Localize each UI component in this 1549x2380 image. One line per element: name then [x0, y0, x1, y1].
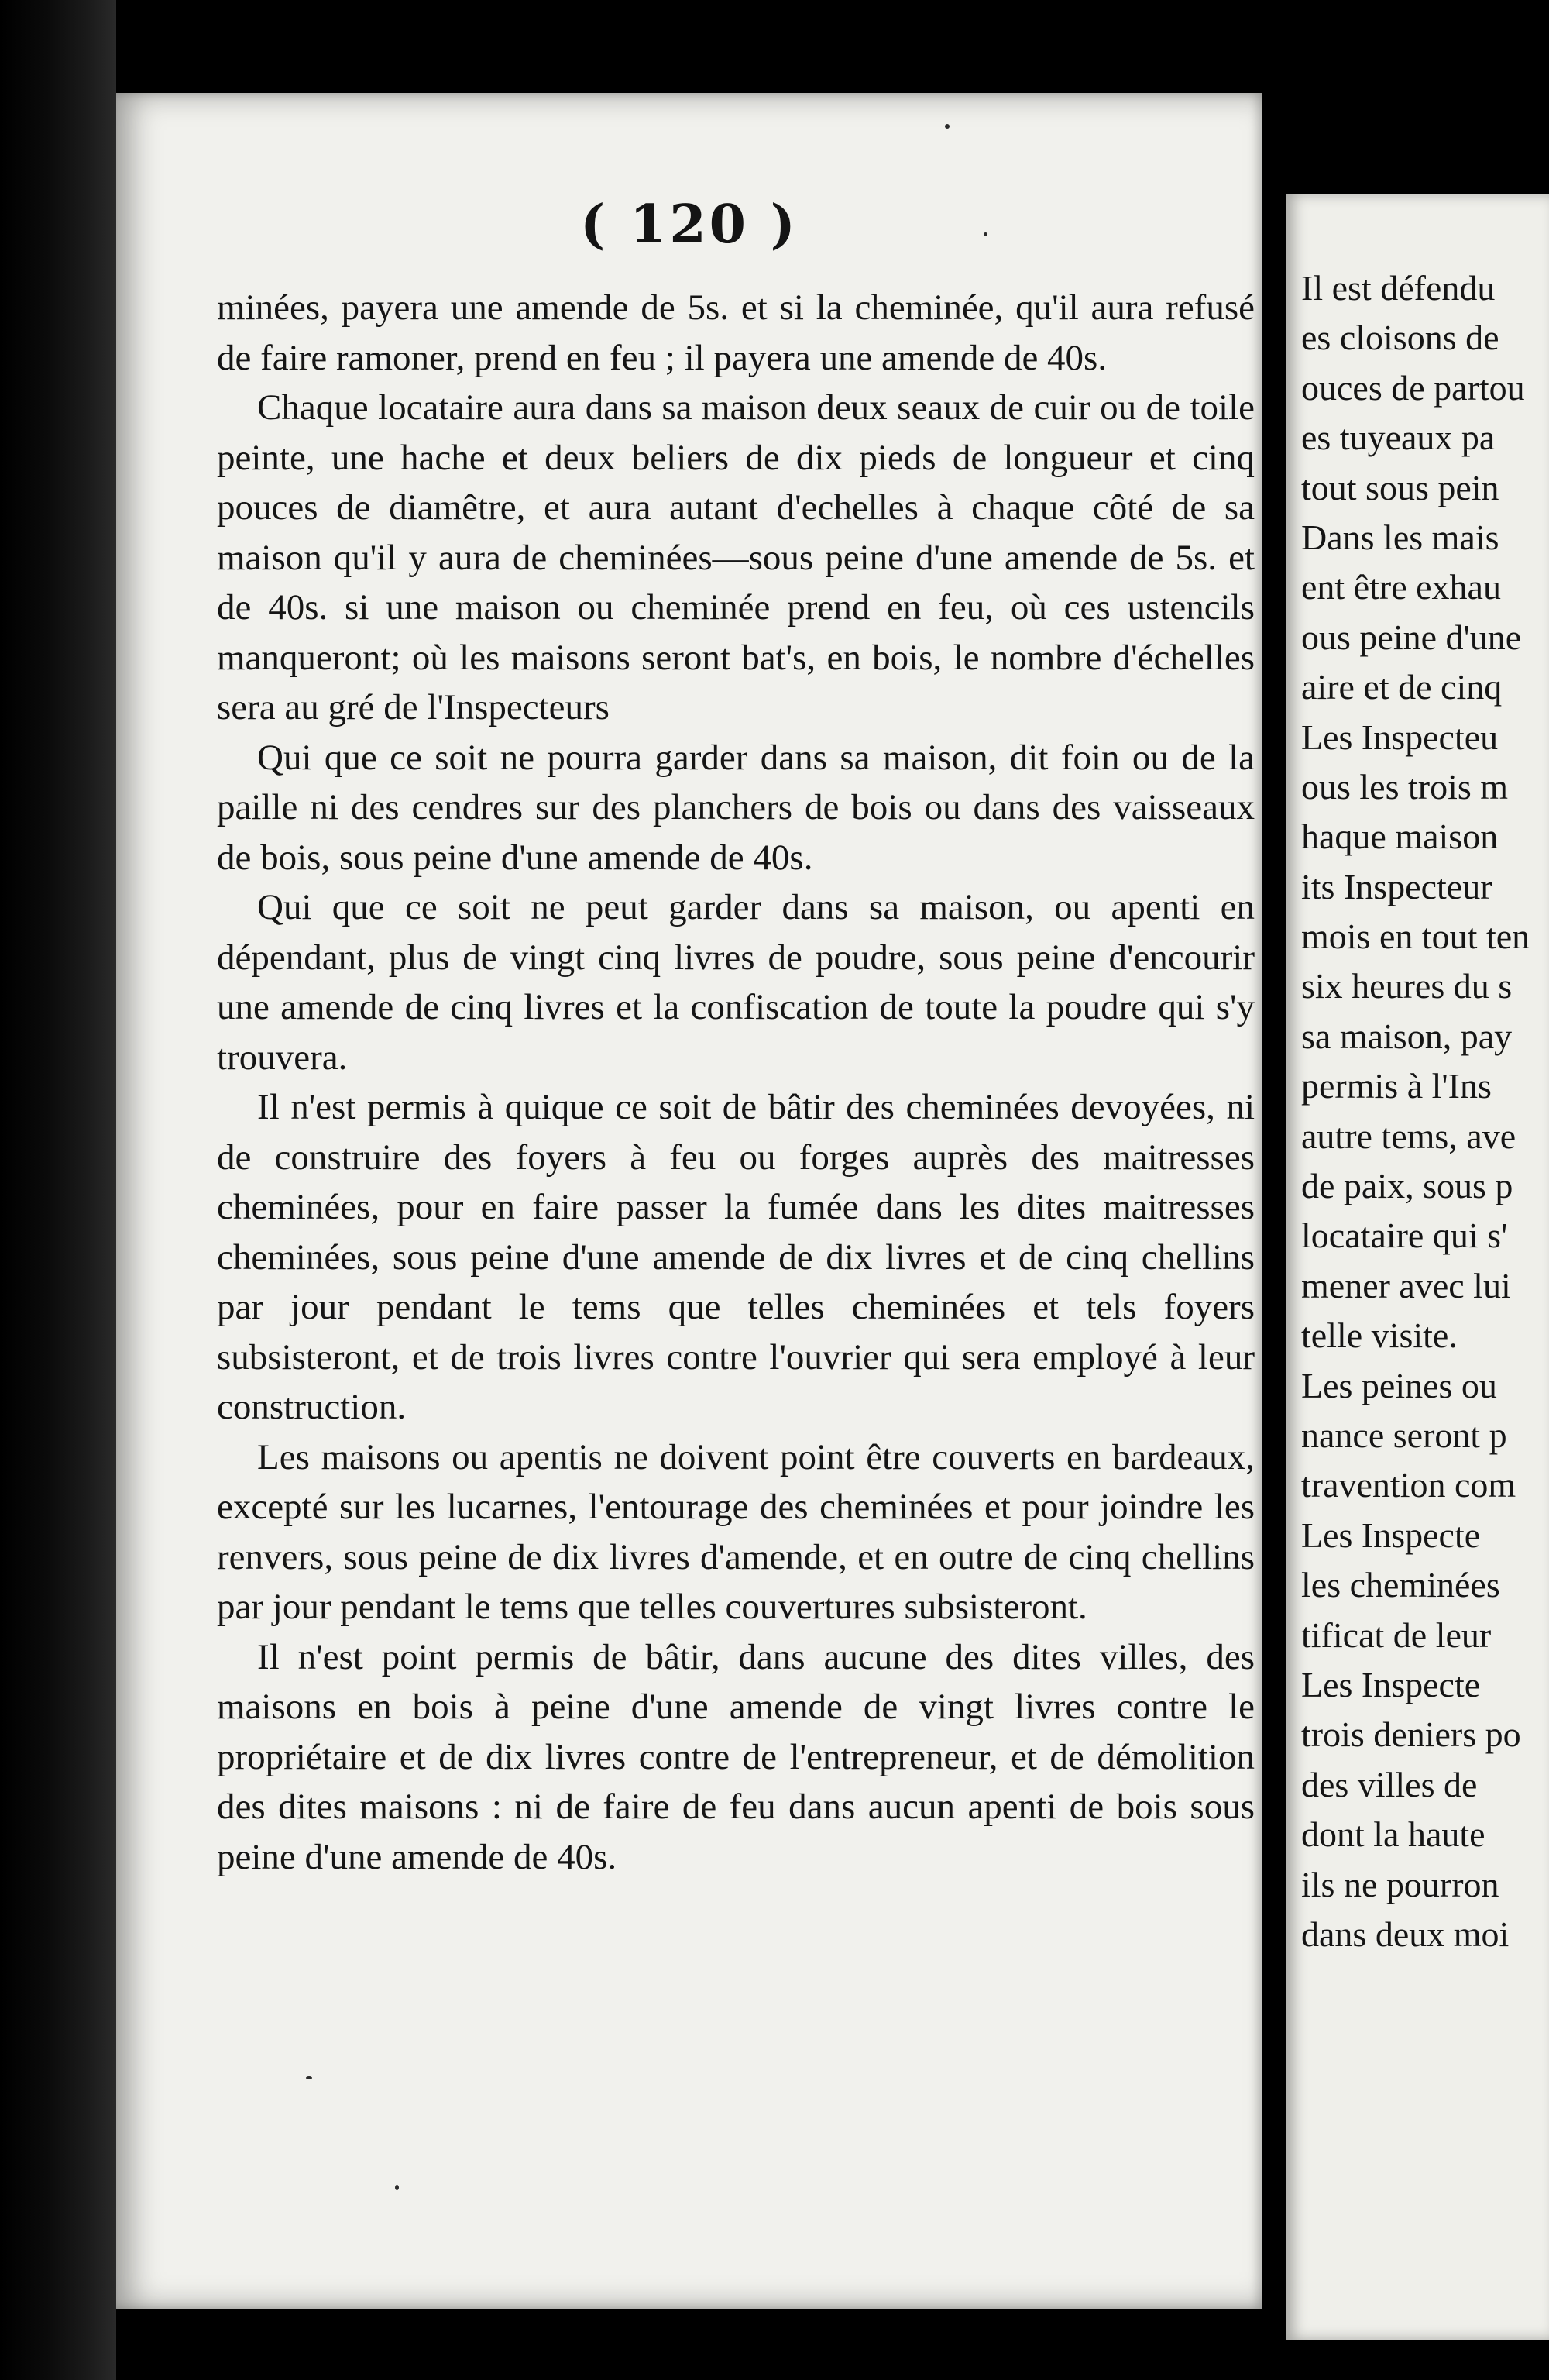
right-line: trois deniers po [1301, 1714, 1521, 1755]
paragraph-seaux: Chaque locataire aura dans sa maison deux seaux de cuir ou de toile peinte, une hache et deux beliers de dix pieds de longueur et cinq pouces de diamêtre, et aura autant d'echelles à chaque côté de sa maison qu'il y aura de cheminées—sous peine d'une amende de 5s. et de 40s. si une maison ou cheminée prend en feu, où ces ustencils manqueront; où les maisons seront bat's, en bois, le nombre d'échelles sera au gré de l'Inspecteurs [217, 387, 1255, 727]
right-line: mener avec lui [1301, 1265, 1511, 1305]
right-line: its Inspecteur [1301, 866, 1492, 906]
right-page-lines [1301, 263, 1549, 1959]
right-line: haque maison [1301, 817, 1499, 857]
right-line: Dans les mais [1301, 517, 1499, 557]
right-line: permis à l'Ins [1301, 1066, 1492, 1106]
ink-speck [395, 2185, 399, 2190]
right-line: ous peine d'une [1301, 617, 1522, 657]
right-line: dont la haute [1301, 1814, 1485, 1855]
right-line: ils ne pourron [1301, 1864, 1499, 1904]
right-line: ous les trois m [1301, 766, 1509, 807]
right-line: tificat de leur [1301, 1615, 1492, 1655]
left-page-body [217, 283, 1255, 1882]
right-line: Les Inspecteu [1301, 717, 1499, 757]
right-line: es cloisons de [1301, 318, 1499, 358]
right-line: dans deux moi [1301, 1914, 1510, 1954]
paragraph-maisons-bois: Il n'est point permis de bâtir, dans aucune des dites villes, des maisons en bois à peine d'une amende de vingt livres contre le propriétaire et de dix livres contre de l'entrepreneur, et de démolition des dites maisons : ni de faire de feu dans aucun apenti de bois sous peine d'une amende de 40s. [217, 1636, 1255, 1877]
paragraph-cheminees: Il n'est permis à quique ce soit de bâtir des cheminées devoyées, ni de construire des foyers à feu ou forges auprès des maitresses cheminées, pour en faire passer la fumée dans les dites maitresses cheminées, sous peine d'une amende de dix livres et de cinq chellins par jour pendant le tems que telles cheminées et tels foyers subsisteront, et de trois livres contre l'ouvrier qui sera employé à leur construction. [217, 1087, 1255, 1427]
right-line: es tuyeaux pa [1301, 418, 1496, 458]
right-line: Les Inspecte [1301, 1664, 1481, 1704]
book-edge-shadow [0, 0, 116, 2380]
right-line: ent être exhau [1301, 567, 1501, 607]
ink-speck [984, 232, 987, 236]
right-line: des villes de [1301, 1764, 1478, 1804]
right-line: ouces de partou [1301, 367, 1525, 408]
right-line: nance seront p [1301, 1415, 1507, 1455]
right-line: autre tems, ave [1301, 1116, 1516, 1156]
right-line: les cheminées [1301, 1565, 1500, 1605]
right-line: de paix, sous p [1301, 1166, 1513, 1206]
right-line: sa maison, pay [1301, 1016, 1513, 1056]
right-line: locataire qui s' [1301, 1216, 1508, 1256]
right-line: Les peines ou [1301, 1365, 1497, 1405]
page-number: ( 120 ) [580, 194, 799, 256]
right-line: six heures du s [1301, 966, 1513, 1006]
right-line: mois en tout ten [1301, 917, 1530, 957]
ink-speck [306, 2076, 312, 2079]
paragraph-foin: Qui que ce soit ne pourra garder dans sa maison, dit foin ou de la paille ni des cendres sur des planchers de bois ou dans des vaisseaux de bois, sous peine d'une amende de 40s. [217, 737, 1255, 878]
right-line: Il est défendu [1301, 268, 1496, 308]
ink-speck [945, 124, 950, 129]
paragraph-poudre: Qui que ce soit ne peut garder dans sa maison, ou apenti en dépendant, plus de vingt cinq livres de poudre, sous peine d'encourir une amende de cinq livres et la confiscation de toute la poudre qui s'y trouvera. [217, 887, 1255, 1078]
right-page-partial [1286, 194, 1549, 2340]
paragraph-bardeaux: Les maisons ou apentis ne doivent point être couverts en bardeaux, excepté sur les lucarnes, l'entourage des cheminées et pour joindre les renvers, sous peine de dix livres d'amende, et en outre de cinq chellins par jour pendant le tems que telles couvertures subsisteront. [217, 1436, 1255, 1627]
right-line: aire et de cinq [1301, 667, 1503, 707]
right-line: telle visite. [1301, 1316, 1458, 1356]
paragraph-continuation: minées, payera une amende de 5s. et si la cheminée, qu'il aura refusé de faire ramoner, prend en feu ; il payera une amende de 40s. [217, 287, 1255, 378]
right-line: tout sous pein [1301, 467, 1499, 507]
right-line: Les Inspecte [1301, 1515, 1481, 1555]
left-page [116, 93, 1262, 2309]
right-line: travention com [1301, 1465, 1516, 1505]
